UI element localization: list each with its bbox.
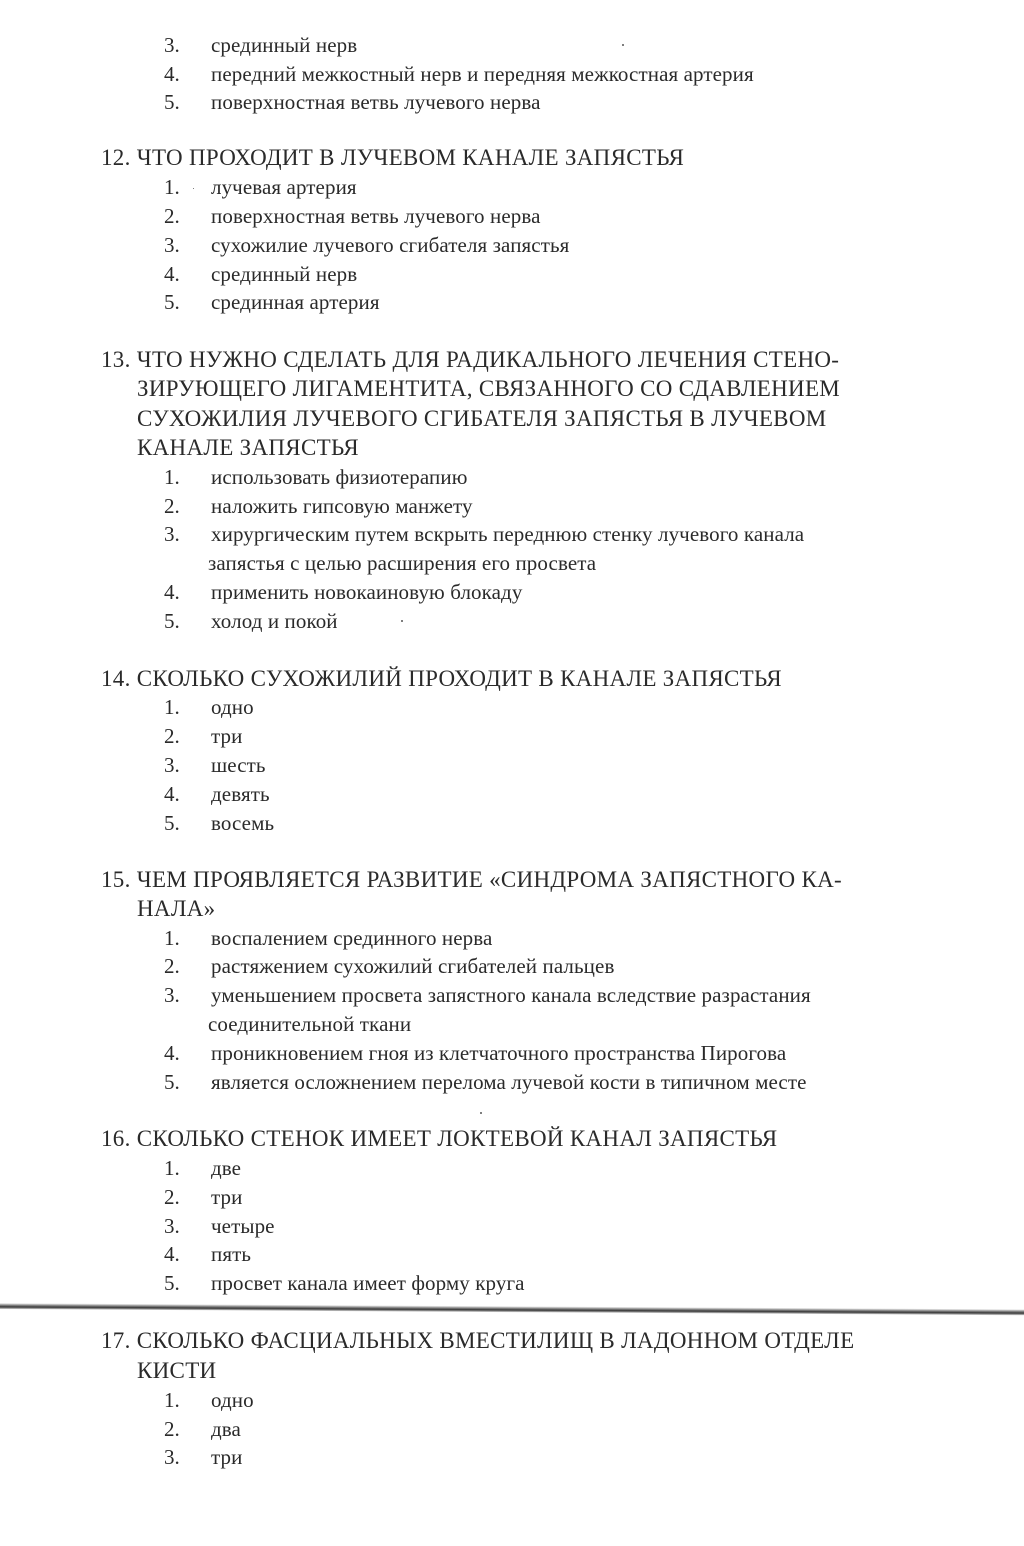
option-number: 4. — [164, 1242, 180, 1266]
option-number: 4. — [164, 62, 180, 86]
option-text: уменьшением просвета запястного канала вследствие разрастания — [211, 983, 811, 1007]
option-text: два — [211, 1417, 241, 1441]
option-text: пять — [211, 1242, 252, 1266]
scan-speck — [622, 44, 624, 46]
option-number: 3. — [164, 522, 180, 546]
option-number: 3. — [164, 233, 180, 257]
option-number: 3. — [164, 983, 180, 1007]
option-text: проникновением гноя из клетчаточного пространства Пирогова — [211, 1041, 787, 1065]
option-text: является осложнением перелома лучевой кости в типичном месте — [211, 1070, 807, 1094]
option-number: 2. — [164, 1417, 180, 1441]
option-text: сухожилие лучевого сгибателя запястья — [211, 233, 570, 257]
option-text: воспалением срединного нерва — [211, 926, 493, 950]
option-text: одно — [211, 695, 254, 719]
option-text-continuation: запястья с целью расширения его просвета — [208, 551, 597, 575]
option-text: четыре — [211, 1214, 275, 1238]
option-text: восемь — [211, 811, 275, 835]
question-title-line: ЗИРУЮЩЕГО ЛИГАМЕНТИТА, СВЯЗАННОГО СО СДАВЛЕНИЕМ — [137, 376, 841, 401]
option-number: 5. — [164, 1070, 180, 1094]
option-text: одно — [211, 1388, 254, 1412]
scan-artifact-line — [0, 1303, 1024, 1315]
option-number: 2. — [164, 204, 180, 228]
question-title-line: 15. ЧЕМ ПРОЯВЛЯЕТСЯ РАЗВИТИЕ «СИНДРОМА ЗАПЯСТНОГО КА- — [101, 867, 842, 892]
question-title-line: 13. ЧТО НУЖНО СДЕЛАТЬ ДЛЯ РАДИКАЛЬНОГО ЛЕЧЕНИЯ СТЕНО- — [101, 347, 840, 372]
option-number: 5. — [164, 1271, 180, 1295]
option-number: 3. — [164, 33, 180, 57]
option-text: лучевая артерия — [211, 175, 357, 199]
option-number: 4. — [164, 262, 180, 286]
option-text: использовать физиотерапию — [211, 465, 468, 489]
option-number: 5. — [164, 90, 180, 114]
option-number: 1. — [164, 1156, 180, 1180]
option-text: поверхностная ветвь лучевого нерва — [211, 204, 541, 228]
option-text: две — [211, 1156, 242, 1180]
option-number: 5. — [164, 811, 180, 835]
option-text: три — [211, 724, 243, 748]
option-text: растяжением сухожилий сгибателей пальцев — [211, 954, 615, 978]
option-text: наложить гипсовую манжету — [211, 494, 473, 518]
option-number: 1. — [164, 695, 180, 719]
option-number: 5. — [164, 609, 180, 633]
scan-speck — [193, 188, 194, 189]
option-text: передний межкостный нерв и передняя межкостная артерия — [211, 62, 754, 86]
question-title-line: КИСТИ — [137, 1358, 217, 1383]
option-number: 1. — [164, 465, 180, 489]
option-text: применить новокаиновую блокаду — [211, 580, 523, 604]
option-number: 5. — [164, 290, 180, 314]
question-title-line: КАНАЛЕ ЗАПЯСТЬЯ — [137, 435, 359, 460]
scan-speck — [401, 620, 403, 622]
option-number: 2. — [164, 494, 180, 518]
option-number: 2. — [164, 954, 180, 978]
option-number: 1. — [164, 175, 180, 199]
option-text: просвет канала имеет форму круга — [211, 1271, 525, 1295]
option-text: хирургическим путем вскрыть переднюю стенку лучевого канала — [211, 522, 805, 546]
option-text: девять — [211, 782, 270, 806]
option-number: 4. — [164, 782, 180, 806]
option-text-continuation: соединительной ткани — [208, 1012, 412, 1036]
question-title: 16. СКОЛЬКО СТЕНОК ИМЕЕТ ЛОКТЕВОЙ КАНАЛ ЗАПЯСТЬЯ — [101, 1126, 778, 1151]
option-number: 1. — [164, 1388, 180, 1412]
option-text: шесть — [211, 753, 266, 777]
option-text: холод и покой — [211, 609, 338, 633]
option-text: срединный нерв — [211, 33, 358, 57]
option-number: 4. — [164, 580, 180, 604]
option-text: срединная артерия — [211, 290, 380, 314]
question-title-line: НАЛА» — [137, 896, 216, 921]
option-number: 3. — [164, 1445, 180, 1469]
option-number: 3. — [164, 753, 180, 777]
option-text: срединный нерв — [211, 262, 358, 286]
option-number: 4. — [164, 1041, 180, 1065]
option-text: поверхностная ветвь лучевого нерва — [211, 90, 541, 114]
option-text: три — [211, 1445, 243, 1469]
question-title: 14. СКОЛЬКО СУХОЖИЛИЙ ПРОХОДИТ В КАНАЛЕ ЗАПЯСТЬЯ — [101, 666, 782, 691]
option-text: три — [211, 1185, 243, 1209]
option-number: 2. — [164, 1185, 180, 1209]
question-title: 12. ЧТО ПРОХОДИТ В ЛУЧЕВОМ КАНАЛЕ ЗАПЯСТЬЯ — [101, 145, 685, 170]
option-number: 1. — [164, 926, 180, 950]
scan-speck — [480, 1112, 482, 1114]
question-title-line: 17. СКОЛЬКО ФАСЦИАЛЬНЫХ ВМЕСТИЛИЩ В ЛАДОННОМ ОТДЕЛЕ — [101, 1328, 855, 1353]
option-number: 3. — [164, 1214, 180, 1238]
question-title-line: СУХОЖИЛИЯ ЛУЧЕВОГО СГИБАТЕЛЯ ЗАПЯСТЬЯ В ЛУЧЕВОМ — [137, 406, 827, 431]
option-number: 2. — [164, 724, 180, 748]
